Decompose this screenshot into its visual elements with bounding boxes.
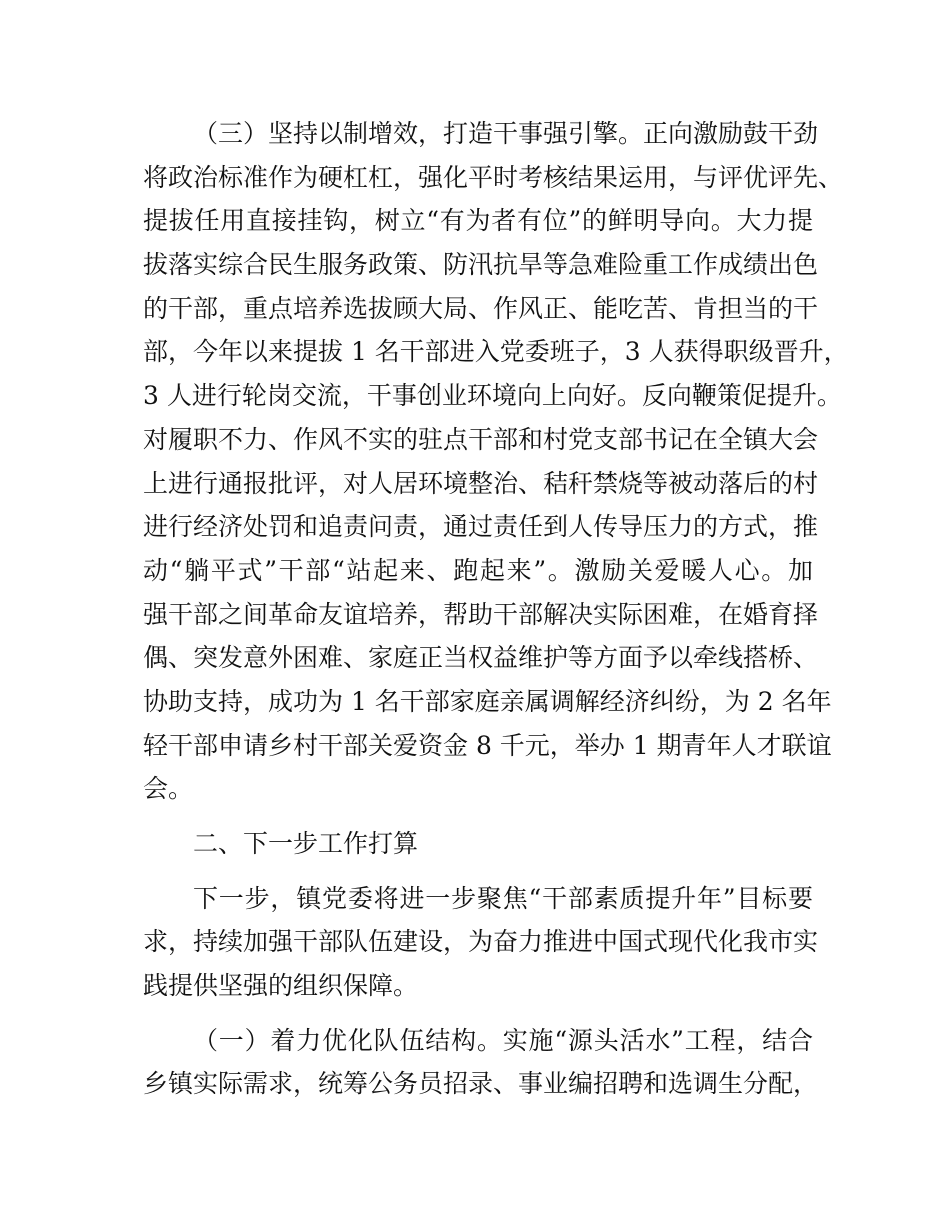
- text-line: 将政治标准作为硬杠杠，强化平时考核结果运用，与评优评先、: [143, 162, 844, 192]
- paragraph-item-one: [143, 1019, 819, 1106]
- text-line: 的干部，重点培养选拔顾大局、作风正、能吃苦、肯担当的干: [143, 293, 819, 323]
- text-line: 协助支持，成功为 1 名干部家庭亲属调解经济纠纷，为 2 名年: [143, 686, 832, 716]
- text-line: 轻干部申请乡村干部关爱资金 8 千元，举办 1 期青年人才联谊: [143, 730, 832, 760]
- text-line: 下一步，镇党委将进一步聚焦“干部素质提升年”目标要: [193, 883, 813, 913]
- text-line: 动“躺平式”干部“站起来、跑起来”。激励关爱暖人心。加: [143, 555, 813, 585]
- paragraph-gap: [143, 811, 813, 822]
- text-line: 偶、突发意外困难、家庭正当权益维护等方面予以牵线搭桥、: [143, 643, 819, 673]
- text-line: （三）坚持以制增效，打造干事强引擎。正向激励鼓干劲: [193, 119, 819, 148]
- paragraph-next-step: [143, 877, 819, 1008]
- text-line: 提拔任用直接挂钩，树立“有为者有位”的鲜明导向。大力提: [143, 206, 813, 236]
- text-line: 求，持续加强干部队伍建设，为奋力推进中国式现代化我市实: [143, 927, 819, 957]
- text-line: 强干部之间革命友谊培养，帮助干部解决实际困难，在婚育择: [143, 599, 819, 629]
- text-line: （一）着力优化队伍结构。实施“源头活水”工程，结合: [193, 1025, 813, 1055]
- text-line: 上进行通报批评，对人居环境整治、秸秆禁烧等被动落后的村: [143, 468, 819, 498]
- text-line: 部，今年以来提拔 1 名干部进入党委班子，3 人获得职级晋升，: [143, 337, 849, 367]
- paragraph-gap: [143, 1008, 813, 1019]
- text-line: 3 人进行轮岗交流，干事创业环境向上向好。反向鞭策促提升。: [143, 381, 842, 411]
- paragraph-section-three: [143, 112, 849, 811]
- document-body: [143, 112, 849, 1106]
- paragraph-gap: [143, 866, 813, 877]
- text-line: 会。: [143, 774, 194, 804]
- text-line: 对履职不力、作风不实的驻点干部和村党支部书记在全镇大会: [143, 424, 819, 454]
- text-line: 拔落实综合民生服务政策、防汛抗旱等急难险重工作成绩出色: [143, 250, 819, 280]
- section-heading: [143, 822, 813, 866]
- heading-text: 二、下一步工作打算: [193, 829, 419, 858]
- text-line: 乡镇实际需求，统筹公务员招录、事业编招聘和选调生分配，: [143, 1069, 819, 1099]
- text-line: 进行经济处罚和追责问责，通过责任到人传导压力的方式，推: [143, 512, 819, 542]
- text-line: 践提供坚强的组织保障。: [143, 971, 419, 1001]
